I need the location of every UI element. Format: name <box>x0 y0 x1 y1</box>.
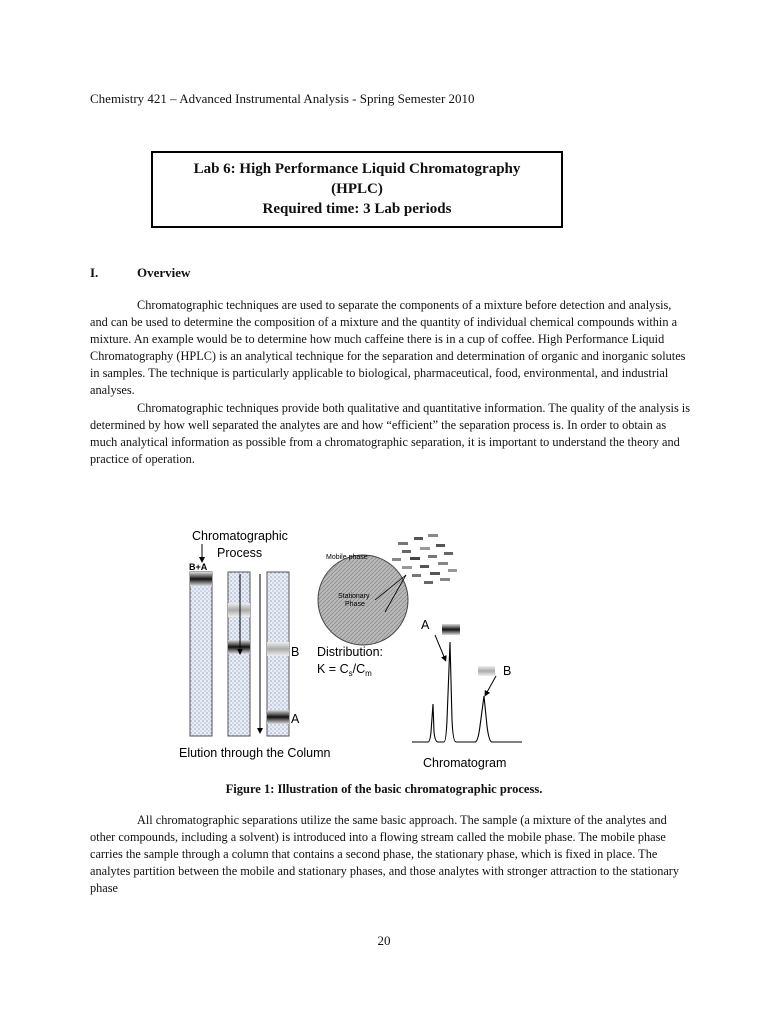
peak-a-arrow <box>435 635 445 659</box>
stationary-label-1: Stationary <box>338 593 370 600</box>
chromatogram-label: Chromatogram <box>423 756 507 770</box>
peak-label-a: A <box>421 618 430 632</box>
process-title-1: Chromatographic <box>192 529 288 543</box>
column-label-b: B <box>291 645 300 659</box>
stationary-label-2: Phase <box>345 601 365 608</box>
stationary-phase-circle <box>318 555 408 645</box>
distribution-equation: $K = C_s/C_m$ <box>317 662 372 678</box>
chromatography-figure <box>170 520 550 775</box>
elution-caption: Elution through the Column <box>179 746 331 760</box>
overview-text <box>90 297 690 468</box>
figure-caption: Figure 1: Illustration of the basic chromatographic process. <box>225 782 543 796</box>
mobile-phase-label: Mobile phase <box>326 554 368 561</box>
lab-title-line1: Lab 6: High Performance Liquid Chromatography <box>193 161 521 177</box>
chromatogram-trace <box>412 642 522 742</box>
section-title: Overview <box>137 265 191 280</box>
peak-a-band <box>442 624 460 635</box>
process-title-2: Process <box>217 546 263 560</box>
distribution-label: Distribution: <box>317 645 383 659</box>
overview-paragraph-1: Chromatographic techniques are used to separate the components of a mixture before detection and analysis, and can be used to determine the composition of a mixture and the quantity of individual chemical compounds within a mixture. An example would be to determine how much caffeine there is in a cup of coffee. High Performance Liquid Chromatography (HPLC) is an analytical technique for the separation and determination of organic and inorganic solutes in samples. The technique is particularly applicable to biological, pharmaceutical, food, environmental, and industrial analyses. <box>90 298 686 398</box>
page-number: 20 <box>377 933 391 948</box>
course-header: Chemistry 421 – Advanced Instrumental Analysis - Spring Semester 2010 <box>90 91 475 106</box>
lab-title-box <box>151 151 563 228</box>
overview-paragraph-2: Chromatographic techniques provide both qualitative and quantitative information. The quality of the analysis is determined by how well separated the analytes are and how “efficient” the separation process is. In order to obtain as much analytical information as possible from a chromatographic separation, it is important to understand the theory and practice of operation. <box>90 400 690 466</box>
column-3-band-b <box>267 642 289 656</box>
section-number: I. <box>90 265 99 280</box>
peak-label-b: B <box>503 664 512 678</box>
column-2-band-a <box>228 640 250 654</box>
column-1 <box>190 572 212 736</box>
column-3-band-a <box>267 710 289 724</box>
body-paragraph-3: All chromatographic separations utilize the same basic approach. The sample (a mixture of the analytes and other compounds, including a solvent) is introduced into a flowing stream called the mobile phase. The mobile phase carries the sample through a column that contains a second phase, the stationary phase, which is fixed in place. The analytes partition between the mobile and stationary phases, and those analytes with stronger attraction to the stationary phase <box>90 813 680 896</box>
lab-title-line2: (HPLC) <box>331 181 383 197</box>
column-label-a: A <box>291 712 300 726</box>
body-text <box>90 812 690 897</box>
section-heading <box>90 265 190 281</box>
lab-title-line3: Required time: 3 Lab periods <box>262 201 452 217</box>
peak-b-band <box>478 666 495 676</box>
column-2-band-b <box>228 603 250 617</box>
sample-label: B+A <box>189 562 208 572</box>
peak-b-arrow <box>486 676 496 694</box>
column-1-band-ba <box>190 572 212 586</box>
